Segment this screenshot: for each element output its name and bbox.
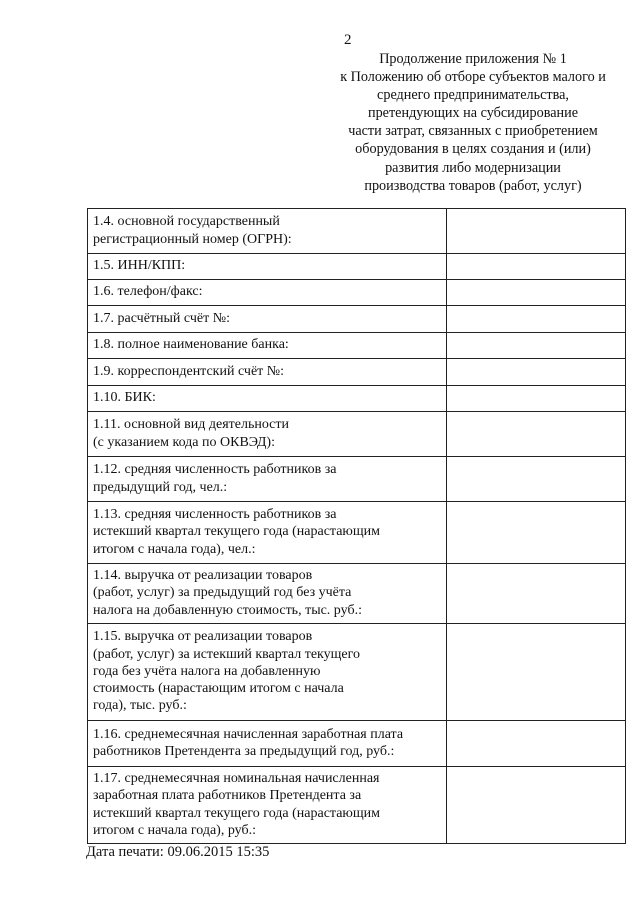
print-date: Дата печати: 09.06.2015 15:35 (86, 844, 270, 860)
field-label: 1.15. выручка от реализации товаров (работ, услуг) за истекший квартал текущего года без учёта налога на добавленную стоимость (нарастающим итогом с начала года), тыс. руб.: (88, 624, 447, 721)
table-row (88, 386, 626, 412)
header-line: среднего предпринимательства, (377, 87, 569, 104)
field-label: 1.14. выручка от реализации товаров (работ, услуг) за предыдущий год без учёта налога на добавленную стоимость, тыс. руб.: (88, 564, 447, 624)
field-value-cell[interactable] (447, 386, 626, 412)
table-row (88, 564, 626, 624)
field-label: 1.11. основной вид деятельности (с указанием кода по ОКВЭД): (88, 412, 447, 457)
field-value-cell[interactable] (447, 457, 626, 502)
table-row (88, 333, 626, 359)
applicant-info-table (87, 208, 626, 844)
field-value-cell[interactable] (447, 254, 626, 280)
appendix-header (316, 50, 630, 195)
page-number: 2 (344, 32, 352, 48)
field-label: 1.13. средняя численность работников за истекший квартал текущего года (нарастающим итогом с начала года), чел.: (88, 502, 447, 564)
table-row (88, 280, 626, 306)
table-row (88, 457, 626, 502)
field-value-cell[interactable] (447, 412, 626, 457)
field-value-cell[interactable] (447, 359, 626, 386)
table-row (88, 412, 626, 457)
field-value-cell[interactable] (447, 280, 626, 306)
table-row (88, 209, 626, 254)
field-value-cell[interactable] (447, 306, 626, 333)
field-value-cell[interactable] (447, 564, 626, 624)
header-line: части затрат, связанных с приобретением (348, 123, 598, 140)
header-line: претендующих на субсидирование (368, 105, 578, 122)
field-label: 1.7. расчётный счёт №: (88, 306, 447, 333)
field-label: 1.6. телефон/факс: (88, 280, 447, 306)
header-line: производства товаров (работ, услуг) (364, 177, 582, 194)
field-label: 1.5. ИНН/КПП: (88, 254, 447, 280)
field-label: 1.16. среднемесячная начисленная заработная плата работников Претендента за предыдущий год, руб.: (88, 721, 447, 767)
field-value-cell[interactable] (447, 333, 626, 359)
field-value-cell[interactable] (447, 721, 626, 767)
header-line: Продолжение приложения № 1 (379, 51, 567, 67)
table-row (88, 306, 626, 333)
header-line: к Положению об отборе субъектов малого и (340, 69, 606, 86)
field-label: 1.9. корреспондентский счёт №: (88, 359, 447, 386)
table-row (88, 359, 626, 386)
table-row (88, 254, 626, 280)
field-label: 1.17. среднемесячная номинальная начисленная заработная плата работников Претендента за истекший квартал текущего года (нарастающим итогом с начала года), руб.: (88, 767, 447, 844)
field-label: 1.10. БИК: (88, 386, 447, 412)
field-value-cell[interactable] (447, 767, 626, 844)
table-row (88, 502, 626, 564)
header-line: развития либо модернизации (385, 159, 561, 176)
field-label: 1.8. полное наименование банка: (88, 333, 447, 359)
field-label: 1.4. основной государственный регистрационный номер (ОГРН): (88, 209, 447, 254)
field-value-cell[interactable] (447, 502, 626, 564)
field-value-cell[interactable] (447, 209, 626, 254)
header-line: оборудования в целях создания и (или) (355, 141, 591, 158)
field-label: 1.12. средняя численность работников за предыдущий год, чел.: (88, 457, 447, 502)
table-row (88, 624, 626, 721)
field-value-cell[interactable] (447, 624, 626, 721)
table-row (88, 767, 626, 844)
table-row (88, 721, 626, 767)
